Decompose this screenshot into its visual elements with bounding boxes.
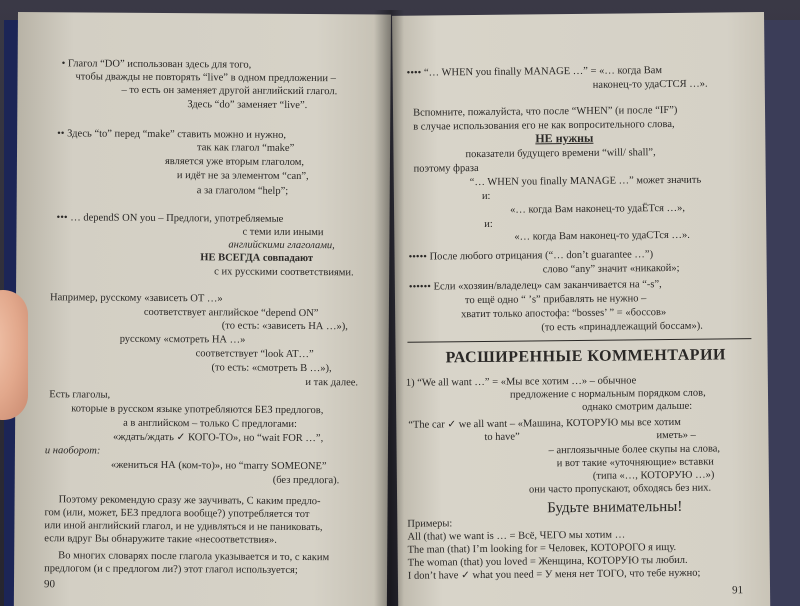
- text-line: слово “any” значит «никакой»;: [542, 262, 680, 276]
- text-line: НЕ нужны: [535, 130, 594, 146]
- text-line: «ждать/ждать ✓ КОГО-ТО», но “wait FOR …”,: [112, 431, 324, 445]
- text-line: I don’t have ✓ what you need = У меня нет ТОГО, что тебе нужно;: [407, 567, 701, 582]
- text-line: предложение с нормальным порядком слов,: [509, 387, 706, 401]
- text-line: Примеры:: [407, 518, 453, 530]
- text-line: поэтому фраза: [413, 162, 479, 175]
- text-line: (то есть: «смотреть В …»),: [211, 362, 332, 375]
- text-line: и:: [481, 190, 491, 202]
- text-line: английскими глаголами,: [228, 239, 335, 252]
- text-line: и наоборот:: [44, 445, 101, 457]
- text-line: 1) “We all want …” = «Мы все хотим …» – обычное: [405, 375, 637, 389]
- text-line: так как глагол “make”: [197, 142, 295, 154]
- text-line: Вспомните, пожалуйста, что после “WHEN” (и после “IF”): [412, 104, 678, 119]
- text-line: Во многих словарях после глагола указывается и то, с каким: [58, 550, 330, 564]
- text-line: «… когда Вам наконец-то удаЁТся …»,: [510, 202, 685, 216]
- section-heading: РАСШИРЕННЫЕ КОММЕНТАРИИ: [445, 346, 727, 367]
- text-line: предлогом (и с предлогом ли?) этот глагол используется;: [44, 563, 298, 576]
- thumb: [0, 290, 28, 420]
- open-book: [4, 4, 800, 606]
- text-line: или иной английский глагол, и не удивляться и не паниковать,: [44, 520, 323, 534]
- text-line: “… WHEN you finally MANAGE …” может значить: [469, 174, 702, 189]
- text-line: Есть глаголы,: [49, 389, 111, 401]
- text-line: Например, русскому «зависеть ОТ …»: [49, 292, 223, 305]
- text-line: и вот такие «уточняющие» вставки: [556, 456, 714, 470]
- text-line: то ещё одно “ ’s” прибавлять не нужно –: [464, 293, 647, 307]
- text-line: и:: [484, 218, 493, 230]
- text-line: “The car ✓ we all want – «Машина, КОТОРУЮ мы все хотим: [408, 416, 681, 431]
- text-line: иметь» –: [656, 429, 696, 442]
- text-line: – англоязычные более скупы на слова,: [548, 443, 721, 457]
- section-divider: [407, 338, 751, 343]
- text-line: наконец-то удаСТСЯ …».: [592, 78, 708, 91]
- left-page: [14, 12, 391, 606]
- text-line: в случае использования его не как вопросительного слова,: [413, 118, 675, 133]
- text-line: которые в русском языке употребляются БЕЗ предлогов,: [71, 403, 324, 417]
- text-line: НЕ ВСЕГДА совпадают: [200, 252, 314, 265]
- text-line: ••• … dependS ON you – Предлоги, употребляемые: [56, 212, 284, 225]
- text-line: а за глаголом “help”;: [196, 185, 289, 197]
- text-line: Поэтому рекомендую сразу же заучивать, С каким предло-: [58, 494, 321, 508]
- text-line: (типа «…, КОТОРУЮ …»): [592, 469, 715, 482]
- text-line: •••• “… WHEN you finally MANAGE …” = «… когда Вам: [406, 65, 663, 79]
- text-line: (то есть: «зависеть НА …»),: [221, 320, 348, 333]
- text-line: (то есть «принадлежащий боссам»).: [541, 320, 703, 334]
- text-line: The woman (that) you loved = Женщина, КОТОРУЮ ты любил.: [407, 554, 688, 569]
- text-line: соответствует английское “depend ON”: [143, 306, 319, 320]
- text-line: однако смотрим дальше:: [582, 400, 693, 413]
- text-line: чтобы дважды не повторять “live” в одном предложении –: [75, 71, 336, 85]
- text-line: – то есть он заменяет другой английский глагол.: [121, 84, 338, 98]
- text-line: •••••• Если «хозяин/владелец» сам заканчивается на “-s”,: [408, 279, 662, 293]
- text-line: All (that) we want is … = Всё, ЧЕГО мы хотим …: [407, 529, 626, 543]
- page-number: 91: [731, 584, 744, 597]
- text-line: ••••• После любого отрицания (“… don’t guarantee …”): [408, 249, 654, 263]
- text-line: они часто пропускают, обходясь без них.: [528, 482, 712, 496]
- page-number: 90: [43, 578, 56, 591]
- text-line: to have”: [484, 431, 520, 443]
- text-line: русскому «смотреть НА …»: [119, 333, 246, 346]
- text-line: •• Здесь “to” перед “make” ставить можно и нужно,: [57, 128, 287, 141]
- text-line: если вдруг Вы обнаружите такие «несоответствия».: [44, 533, 277, 546]
- text-line: «… когда Вам наконец-то удаСТся …».: [514, 229, 690, 243]
- text-line: • Глагол “DO” использован здесь для того,: [61, 58, 252, 71]
- text-line: и идёт не за элементом “can”,: [176, 170, 309, 183]
- text-line: (без предлога).: [272, 474, 340, 487]
- text-line: гом (или, может, БЕЗ предлога вообще?) употребляется тот: [44, 507, 310, 521]
- text-line: а в английском – только С предлогами:: [123, 417, 298, 430]
- text-line: Здесь “do” заменяет “live”.: [187, 99, 308, 112]
- text-line: с теми или иными: [242, 226, 324, 239]
- text-line: и так далее.: [305, 377, 359, 389]
- text-line: является уже вторым глаголом,: [164, 156, 305, 169]
- text-line: с их русскими соответствиями.: [214, 266, 354, 279]
- attention-note: Будьте внимательны!: [547, 498, 683, 517]
- text-line: хватит только апостофа: “bosses’ ” = «боссов»: [461, 307, 667, 321]
- text-line: показатели будущего времени “will/ shall”,: [465, 147, 656, 161]
- right-page: [392, 12, 770, 606]
- text-line: «жениться НА (ком-то)», но “marry SOMEONE”: [110, 459, 327, 473]
- text-line: соответствует “look AT…”: [195, 348, 314, 361]
- text-line: The man (that) I’m looking for = Человек, КОТОРОГО я ищу.: [407, 541, 677, 556]
